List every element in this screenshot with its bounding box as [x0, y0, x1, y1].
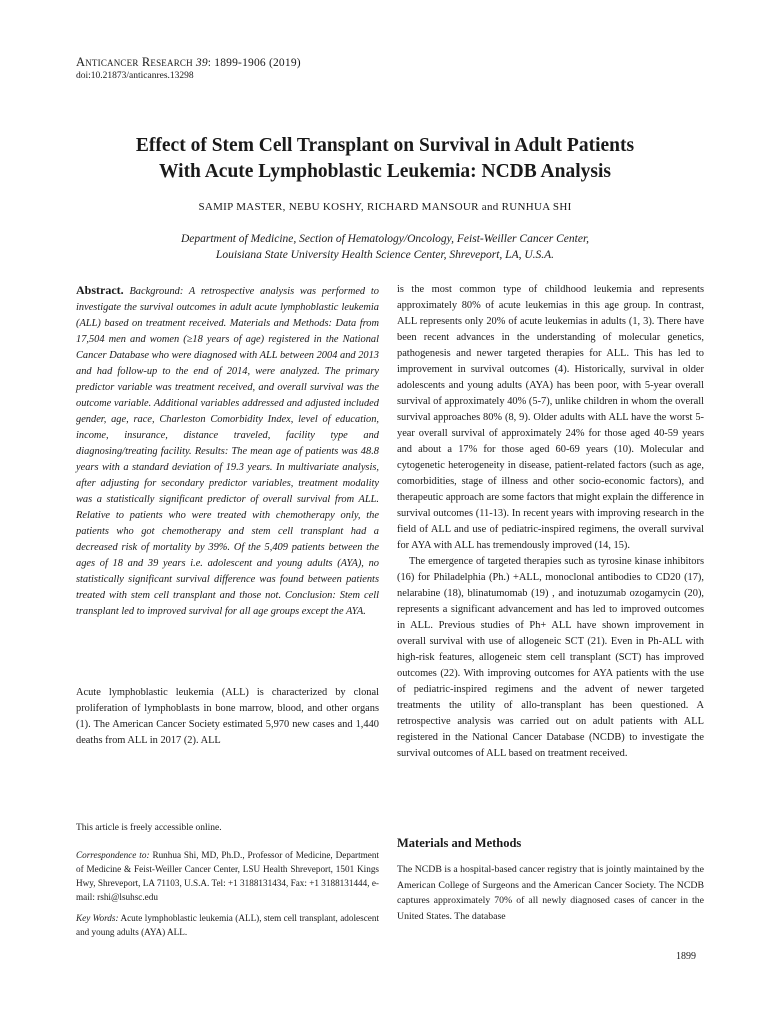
methods-paragraph: The NCDB is a hospital-based cancer registry that is jointly maintained by the American College of Surgeons and the American Cancer Society. The NCDB captures approximately 70% of all newly diagnosed cases of cancer in the United States. The database — [397, 864, 704, 922]
abstract-heading: Abstract. — [76, 283, 124, 297]
journal-volume: 39 — [195, 57, 208, 69]
affiliation-line-1: Department of Medicine, Section of Hematology/Oncology, Feist-Weiller Cancer Center, — [180, 233, 590, 245]
correspondence — [76, 848, 379, 904]
affiliation — [0, 231, 770, 263]
keywords-text: Acute lymphoblastic leukemia (ALL), stem cell transplant, adolescent and young adults (AYA) ALL. — [76, 913, 380, 937]
abstract-text: Background: A retrospective analysis was performed to investigate the survival outcomes in adult acute lymphoblastic leukemia (ALL) based on treatment received. Materials and Methods: Data from 17,504 men and women (≥18 years of age) registered in the National Cancer Database who were diagnosed with ALL between 2004 and 2013 and had follow-up to the end of 2014, were analyzed. The primary predictor variable was treatment received, and overall survival was the outcome variable. Additional variables addressed and adjusted included gender, age, race, Charleston Comorbidity Index, level of education, income, insurance, distance traveled, facility type and diagnosing/treating facility. Results: The mean age of patients was 48.8 years with a standard deviation of 19.3 years. In multivariate analysis, after adjusting for secondary predictor variables, treatment modality was a statistically significant predictor of overall survival from ALL. Relative to patients who were treated with chemotherapy only, the patients who got chemotherapy and stem cell transplant had a decreased risk of mortality by 39%. Of the 5,409 patients between the ages of 18 and 39 years i.e. adolescent and young adults (AYA), no statistically significant survival difference was found between patients treated with stem cell transplant and those not. Conclusion: Stem cell transplant led to improved survival for all age groups except the AYA. — [76, 286, 379, 617]
keywords — [76, 911, 379, 939]
access-note — [76, 823, 222, 833]
journal-pages: : 1899-1906 (2019) — [207, 57, 301, 69]
affiliation-line-2: Louisiana State University Health Science Center, Shreveport, LA, U.S.A. — [215, 249, 555, 261]
doi-link[interactable]: doi:10.21873/anticanres.13298 — [76, 71, 194, 81]
journal-name: Anticancer Research — [76, 55, 193, 69]
section-heading-methods: Materials and Methods — [397, 836, 522, 850]
correspondence-label: Correspondence to: — [76, 850, 150, 860]
page-number: 1899 — [676, 951, 696, 962]
title-line-2: With Acute Lymphoblastic Leukemia: NCDB Analysis — [159, 161, 611, 182]
access-note-text: This article is freely accessible online. — [76, 823, 222, 833]
abstract — [76, 282, 379, 620]
body-paragraph-1: is the most common type of childhood leukemia and represents approximately 80% of acute leukemias in this age group. In contrast, ALL represents only 20% of acute leukemias in adults (1, 3). There have been recent advances in the understanding of molecular genetics, pathogenesis and newer targeted therapies for ALL. This has led to improvement in survival outcomes (4). Historically, survival in older adolescents and young adults (AYA) has been poor, with 5-year overall survival of approximately 40% (5-7), unlike children in whom the overall survival approaches 80% (8, 9). Older adults with ALL have the worst 5-year overall survival of approximately 24% for those aged 40-59 years and about a 17% for those aged 60-69 years (10). Molecular and cytogenetic heterogeneity in disease, patient-related factors (such as age, comorbidities, stage of illness and other socio-economic factors), and therapeutic approach are some factors that might explain the difference in survival outcomes (11-13). In recent years with improving research in the field of ALL and use of pediatric-inspired regimens, the overall survival for AYA with ALL has tremendously improved (14, 15). — [397, 284, 704, 551]
article-title — [0, 133, 770, 185]
right-column-text — [397, 282, 704, 762]
keywords-label: Key Words: — [76, 913, 119, 923]
intro-paragraph-left: Acute lymphoblastic leukemia (ALL) is characterized by clonal proliferation of lymphoblasts in bone marrow, blood, and other organs (1). The American Cancer Society estimated 5,970 new cases and 1,440 deaths from ALL in 2017 (2). ALL — [76, 687, 379, 746]
title-line-1: Effect of Stem Cell Transplant on Survival in Adult Patients — [135, 135, 635, 156]
journal-citation — [76, 55, 301, 70]
body-paragraph-2: The emergence of targeted therapies such as tyrosine kinase inhibitors (16) for Philadelphia (Ph.) +ALL, monoclonal antibodies to CD20 (17), nelarabine (18), blinatumomab (19) , and inotuzumab ozogamycin (20), represents a significant advancement and has led to improved outcomes in ALL. Previous studies of Ph+ ALL have shown improvement in overall survival with use of allogeneic SCT (21). Even in Ph-ALL with high-risk features, allogeneic stem cell transplant (SCT) has improved outcomes (22). With improving outcomes for AYA patients with the use of pediatric-inspired regimens and the advent of newer targeted treatments the utility of allo-transplant has been questioned. A retrospective analysis was carried out on adult patients with ALL registered in the National Cancer Database (NCDB) to investigate the survival outcomes of ALL based on treatment received. — [397, 556, 704, 759]
correspondence-text: Runhua Shi, MD, Ph.D., Professor of Medicine, Department of Medicine & Feist-Weiller Cancer Center, LSU Health Shreveport, 1501 Kings Hwy, Shreveport, LA 71103, U.S.A. Tel: +1 3188131434, Fax: +1 3188131444, e-mail: rshi@lsuhsc.edu — [76, 850, 380, 902]
author-list: SAMIP MASTER, NEBU KOSHY, RICHARD MANSOUR and RUNHUA SHI — [198, 201, 572, 213]
